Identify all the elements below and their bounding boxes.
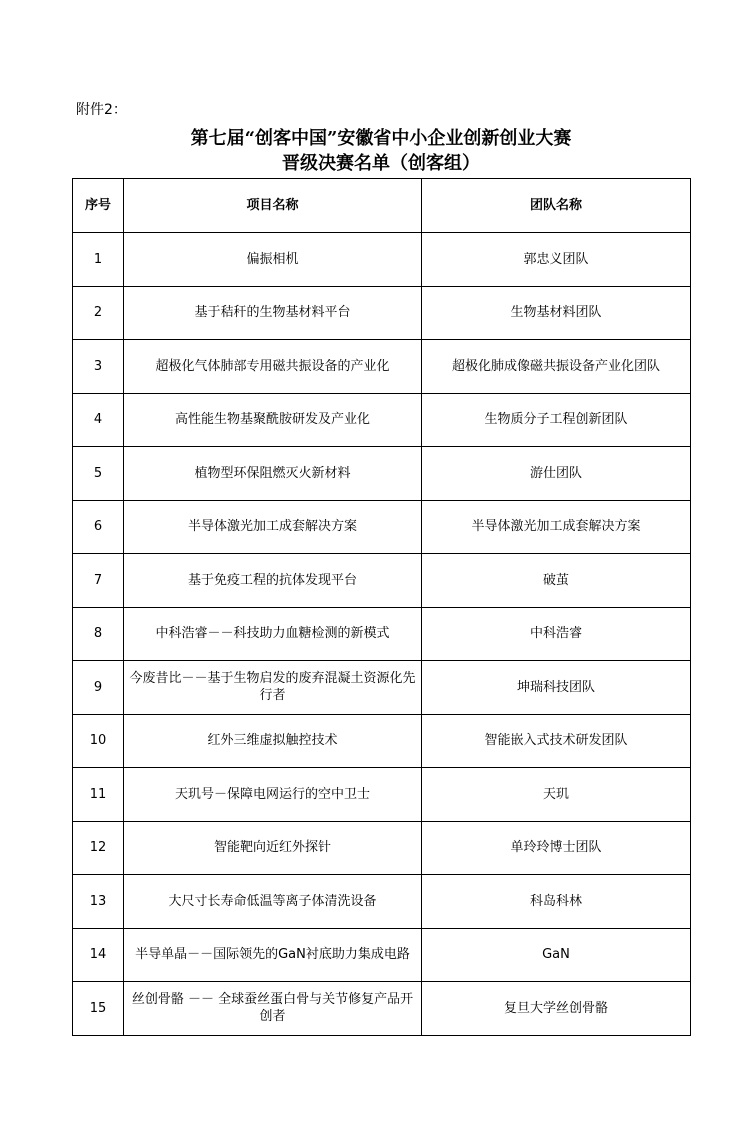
- cell-serial-number: 13: [73, 875, 124, 929]
- cell-team-name: 单玲玲博士团队: [422, 821, 691, 875]
- cell-project-name: 红外三维虚拟触控技术: [124, 714, 422, 768]
- cell-serial-number: 4: [73, 393, 124, 447]
- cell-project-name: 丝创骨骼 －－ 全球蚕丝蛋白骨与关节修复产品开创者: [124, 982, 422, 1036]
- finalist-table: [72, 178, 691, 1036]
- cell-serial-number: 11: [73, 768, 124, 822]
- cell-team-name: 生物基材料团队: [422, 286, 691, 340]
- table-row: [73, 447, 691, 501]
- cell-project-name: 今废昔比－－基于生物启发的废弃混凝土资源化先行者: [124, 661, 422, 715]
- table-row: [73, 875, 691, 929]
- cell-team-name: 科岛科林: [422, 875, 691, 929]
- cell-team-name: 超极化肺成像磁共振设备产业化团队: [422, 340, 691, 394]
- cell-project-name: 基于秸秆的生物基材料平台: [124, 286, 422, 340]
- cell-team-name: 破茧: [422, 554, 691, 608]
- cell-serial-number: 3: [73, 340, 124, 394]
- table-header-row: [73, 179, 691, 233]
- cell-team-name: 郭忠义团队: [422, 233, 691, 287]
- header-project-name: 项目名称: [124, 179, 422, 233]
- cell-project-name: 高性能生物基聚酰胺研发及产业化: [124, 393, 422, 447]
- cell-project-name: 大尺寸长寿命低温等离子体清洗设备: [124, 875, 422, 929]
- cell-serial-number: 6: [73, 500, 124, 554]
- cell-team-name: 复旦大学丝创骨骼: [422, 982, 691, 1036]
- cell-serial-number: 12: [73, 821, 124, 875]
- cell-project-name: 智能靶向近红外探针: [124, 821, 422, 875]
- cell-serial-number: 8: [73, 607, 124, 661]
- cell-team-name: 游仕团队: [422, 447, 691, 501]
- cell-team-name: 智能嵌入式技术研发团队: [422, 714, 691, 768]
- cell-team-name: 天玑: [422, 768, 691, 822]
- cell-serial-number: 9: [73, 661, 124, 715]
- table-row: [73, 928, 691, 982]
- cell-project-name: 天玑号－保障电网运行的空中卫士: [124, 768, 422, 822]
- table-row: [73, 340, 691, 394]
- cell-serial-number: 5: [73, 447, 124, 501]
- cell-serial-number: 10: [73, 714, 124, 768]
- header-serial-number: 序号: [73, 179, 124, 233]
- cell-serial-number: 2: [73, 286, 124, 340]
- cell-project-name: 植物型环保阻燃灭火新材料: [124, 447, 422, 501]
- cell-project-name: 超极化气体肺部专用磁共振设备的产业化: [124, 340, 422, 394]
- page-subtitle: 晋级决赛名单（创客组）: [282, 153, 480, 174]
- cell-team-name: GaN: [422, 928, 691, 982]
- table-row: [73, 554, 691, 608]
- cell-project-name: 半导体激光加工成套解决方案: [124, 500, 422, 554]
- table-row: [73, 286, 691, 340]
- table-row: [73, 768, 691, 822]
- table-row: [73, 607, 691, 661]
- cell-serial-number: 1: [73, 233, 124, 287]
- table-row: [73, 661, 691, 715]
- table-row: [73, 821, 691, 875]
- cell-serial-number: 15: [73, 982, 124, 1036]
- table-row: [73, 393, 691, 447]
- cell-team-name: 中科浩睿: [422, 607, 691, 661]
- page-title: 第七届“创客中国”安徽省中小企业创新创业大赛: [190, 128, 572, 149]
- attachment-label: 附件2：: [76, 102, 127, 118]
- table-row: [73, 233, 691, 287]
- header-team-name: 团队名称: [422, 179, 691, 233]
- cell-team-name: 半导体激光加工成套解决方案: [422, 500, 691, 554]
- table-row: [73, 500, 691, 554]
- table-row: [73, 714, 691, 768]
- cell-serial-number: 7: [73, 554, 124, 608]
- cell-project-name: 偏振相机: [124, 233, 422, 287]
- cell-project-name: 中科浩睿－－科技助力血糖检测的新模式: [124, 607, 422, 661]
- cell-team-name: 坤瑞科技团队: [422, 661, 691, 715]
- cell-serial-number: 14: [73, 928, 124, 982]
- table-row: [73, 982, 691, 1036]
- cell-project-name: 基于免疫工程的抗体发现平台: [124, 554, 422, 608]
- cell-project-name: 半导单晶－－国际领先的GaN衬底助力集成电路: [124, 928, 422, 982]
- cell-team-name: 生物质分子工程创新团队: [422, 393, 691, 447]
